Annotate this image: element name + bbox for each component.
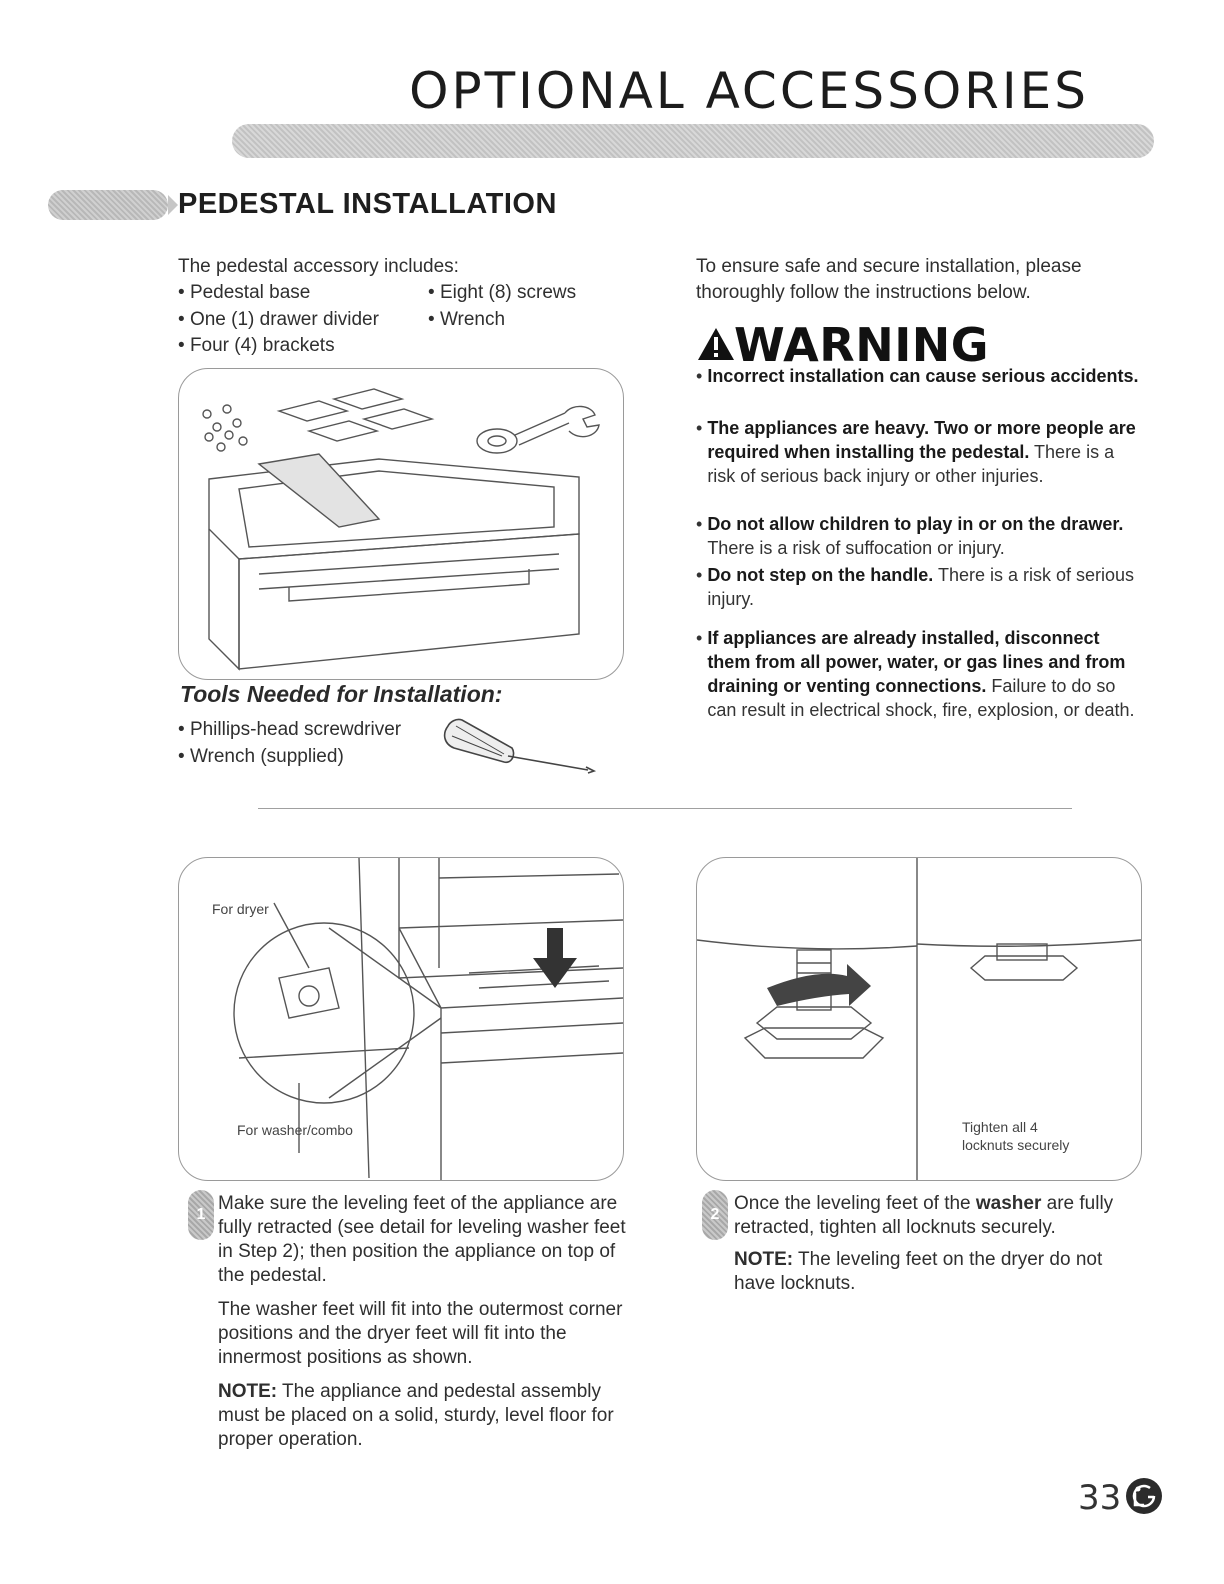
warning-title: WARNING (734, 318, 990, 372)
warning-text: There is a risk of serious back injury or other injuries. (707, 442, 1115, 486)
tools-item: • Phillips-head screwdriver (178, 717, 401, 743)
warning-bold: The appliances are heavy. Two or more people are required when installing the pedestal. (707, 418, 1136, 462)
pedestal-base-icon (209, 454, 579, 669)
lg-logo-icon (1124, 1476, 1164, 1516)
warning-item: • The appliances are heavy. Two or more people are required when installing the pedestal. There is a risk of serious back injury or other injuries. (696, 418, 1136, 486)
down-arrow-icon (533, 928, 577, 988)
title-decor-band (232, 124, 1154, 158)
step1-para1: Make sure the leveling feet of the appliance are fully retracted (see detail for leveling washer feet in Step 2); then position the appliance on top of the pedestal. (218, 1193, 626, 1286)
accessory-illustration-frame (178, 368, 624, 680)
screwdriver-icon (440, 712, 600, 774)
note-text: The appliance and pedestal assembly must be placed on a solid, sturdy, level floor for proper operation. (218, 1381, 614, 1450)
tools-title: Tools Needed for Installation: (180, 681, 503, 707)
step2-text: Once the leveling feet of the (734, 1193, 976, 1214)
step2-note (734, 1248, 1144, 1296)
page-number: 33 (1078, 1478, 1122, 1518)
wrench-icon (477, 406, 599, 453)
tools-item: • Wrench (supplied) (178, 744, 344, 770)
step1-para2: The washer feet will fit into the outermost corner positions and the dryer feet will fit into the innermost positions as shown. (218, 1299, 623, 1368)
warning-bold: If appliances are already installed, disconnect them from all power, water, or gas lines and from draining or venting connections. (707, 628, 1126, 696)
section-decor-pill (48, 190, 168, 220)
label-tighten-locknuts: Tighten all 4 locknuts securely (962, 1119, 1070, 1153)
step2-badge: 2 (702, 1190, 728, 1240)
warning-bold: Do not step on the handle. (707, 565, 934, 585)
includes-item: • Wrench (428, 307, 505, 333)
note-text: The leveling feet on the dryer do not have locknuts. (734, 1249, 1103, 1294)
section-divider (258, 808, 1072, 809)
includes-item: • Pedestal base (178, 280, 310, 306)
safety-intro: To ensure safe and secure installation, please thoroughly follow the instructions below. (696, 256, 1082, 303)
note-label: NOTE: (734, 1249, 794, 1270)
warning-item: • Do not allow children to play in or on the drawer. There is a risk of suffocation or injury. (696, 514, 1124, 558)
includes-item: • One (1) drawer divider (178, 307, 379, 333)
includes-intro: The pedestal accessory includes: (178, 256, 459, 277)
includes-item: • Eight (8) screws (428, 280, 576, 306)
step1-badge: 1 (188, 1190, 214, 1240)
section-title: PEDESTAL INSTALLATION (178, 188, 557, 220)
page-title: OPTIONAL ACCESSORIES (409, 62, 1089, 120)
label-for-washer: For washer/combo (237, 1122, 353, 1138)
warning-text: There is a risk of serious injury. (707, 565, 1135, 609)
warning-bold: Do not allow children to play in or on the drawer. (707, 514, 1124, 534)
warning-item: • Incorrect installation can cause serious accidents. (696, 366, 1139, 386)
step1-note (218, 1380, 626, 1452)
step2-bold: washer (975, 1193, 1042, 1214)
step2-text: are fully retracted, tighten all locknuts securely. (734, 1193, 1114, 1238)
warning-item: • If appliances are already installed, disconnect them from all power, water, or gas lines and from draining or venting connections. Failure to do so can result in electrical shock, fire, explosion, or death. (696, 628, 1135, 720)
warning-text: There is a risk of suffocation or injury. (707, 538, 1005, 558)
label-for-dryer: For dryer (212, 901, 269, 917)
brackets-icon (279, 389, 432, 441)
note-label: NOTE: (218, 1381, 278, 1402)
warning-triangle-icon (696, 326, 736, 362)
warning-text: Failure to do so can result in electrical shock, fire, explosion, or death. (707, 676, 1135, 720)
warning-item: • Do not step on the handle. There is a risk of serious injury. (696, 565, 1135, 609)
includes-item: • Four (4) brackets (178, 333, 335, 359)
warning-bold: Incorrect installation can cause serious accidents. (707, 366, 1139, 386)
screws-icon (203, 405, 247, 451)
step2-para (734, 1192, 1144, 1240)
pedestal-illustration (179, 369, 623, 679)
rotate-arrow-icon (767, 964, 871, 1006)
